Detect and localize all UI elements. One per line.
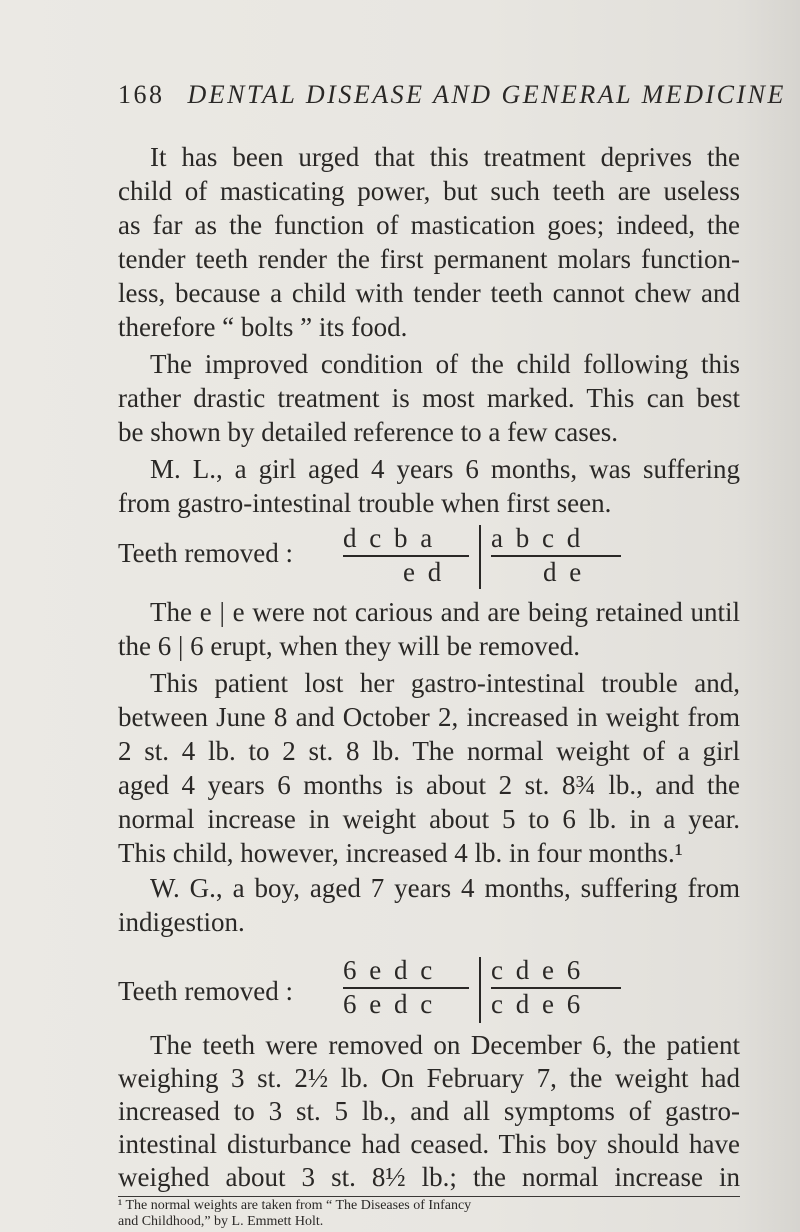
footnote-line: and Childhood,” by L. Emmett Holt. (118, 1214, 324, 1229)
running-header (118, 80, 786, 110)
text-line: between June 8 and October 2, increased in weight from (118, 702, 740, 732)
dental-formula (343, 955, 723, 1035)
footnote-line: ¹ The normal weights are taken from “ The Diseases of Infancy (118, 1198, 472, 1213)
dental-formula (343, 523, 723, 603)
text-line: less, because a child with tender teeth cannot chew and (118, 278, 740, 308)
page-number: 168 (118, 80, 165, 109)
text-line: This child, however, increased 4 lb. in four months.¹ (118, 838, 683, 868)
formula-lower-right: c d e 6 (491, 989, 584, 1019)
formula-upper-right: a b c d (491, 523, 584, 553)
formula-upper-right: c d e 6 (491, 955, 584, 985)
formula-label: Teeth removed : (118, 976, 294, 1006)
text-line: tender teeth render the first permanent molars function- (118, 244, 740, 274)
text-line: The improved condition of the child following this (150, 349, 740, 379)
text-line: aged 4 years 6 months is about 2 st. 8¾ lb., and the (118, 770, 740, 800)
text-line: from gastro-intestinal trouble when first seen. (118, 488, 612, 518)
formula-upper-left: 6 e d c (343, 955, 436, 985)
footnote-rule (118, 1196, 740, 1197)
text-line: M. L., a girl aged 4 years 6 months, was suffering (150, 454, 740, 484)
text-line: The e | e were not carious and are being retained until (150, 597, 740, 627)
formula-upper-left: d c b a (343, 523, 436, 553)
formula-lower-right: d e (543, 557, 585, 587)
formula-lower-left: e d (403, 557, 445, 587)
text-line: the 6 | 6 erupt, when they will be removed. (118, 631, 581, 661)
text-line: 2 st. 4 lb. to 2 st. 8 lb. The normal weight of a girl (118, 736, 740, 766)
running-title: DENTAL DISEASE AND GENERAL MEDICINE (187, 80, 786, 109)
text-line: This patient lost her gastro-intestinal trouble and, (150, 668, 740, 698)
text-line: indigestion. (118, 907, 245, 937)
text-line: It has been urged that this treatment deprives the (150, 142, 740, 172)
text-line: intestinal disturbance had ceased. This boy should have (118, 1129, 740, 1159)
text-line: child of masticating power, but such teeth are useless (118, 176, 740, 206)
text-line: weighing 3 st. 2½ lb. On February 7, the weight had (118, 1063, 740, 1093)
text-line: The teeth were removed on December 6, the patient (150, 1030, 740, 1060)
text-line: be shown by detailed reference to a few cases. (118, 417, 619, 447)
formula-label: Teeth removed : (118, 538, 294, 568)
formula-divider (479, 957, 481, 1023)
text-line: normal increase in weight about 5 to 6 lb. in a year. (118, 804, 740, 834)
formula-lower-left: 6 e d c (343, 989, 436, 1019)
formula-divider (479, 525, 481, 589)
text-line: rather drastic treatment is most marked. This can best (118, 383, 740, 413)
footnote (118, 1198, 740, 1230)
text-line: weighed about 3 st. 8½ lb.; the normal increase in (118, 1162, 740, 1192)
text-line: therefore “ bolts ” its food. (118, 312, 408, 342)
text-line: as far as the function of mastication goes; indeed, the (118, 210, 740, 240)
text-line: increased to 3 st. 5 lb., and all symptoms of gastro- (118, 1096, 740, 1126)
text-line: W. G., a boy, aged 7 years 4 months, suffering from (150, 873, 740, 903)
